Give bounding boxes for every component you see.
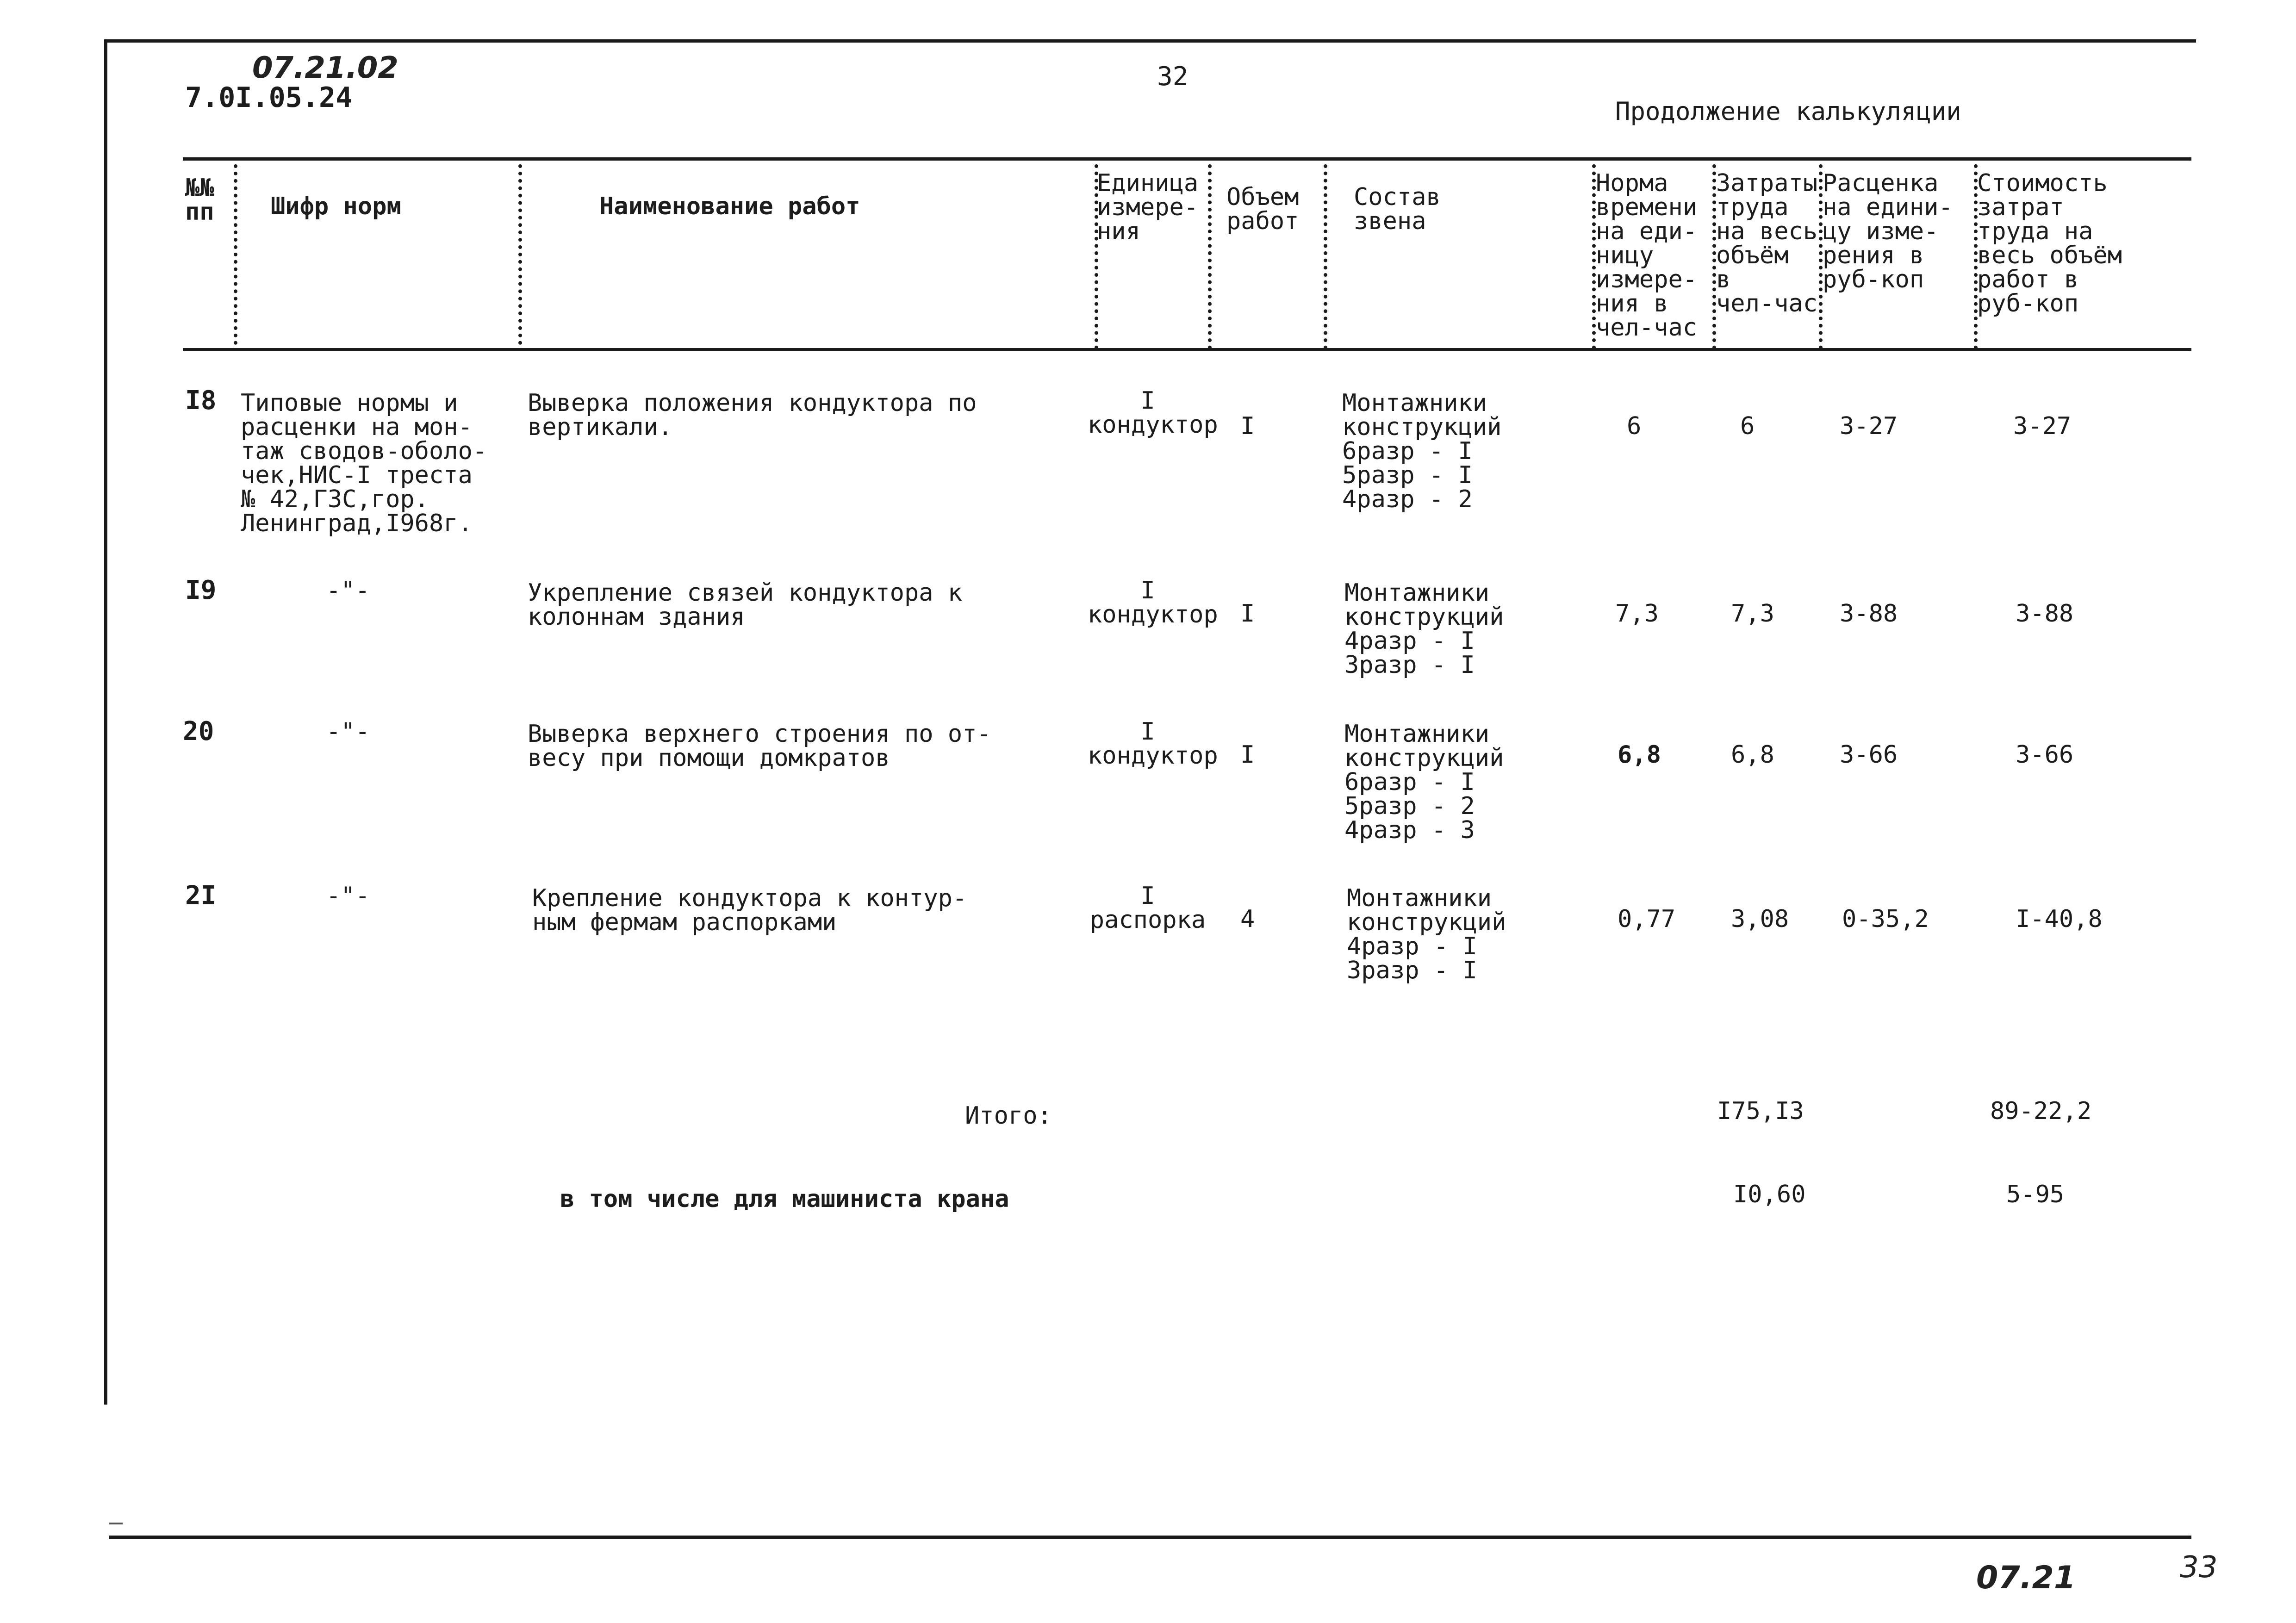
section-title: Продолжение калькуляции bbox=[1615, 97, 1961, 126]
row-labor: 3,08 bbox=[1731, 905, 1789, 933]
handwritten-code: 07.21.02 bbox=[252, 51, 398, 85]
header-cost: Стоимость затрат труда на весь объём работ в руб-коп bbox=[1977, 169, 2122, 317]
doc-code: 7.0I.05.24 bbox=[185, 81, 353, 114]
header-time-norm: Норма времени на еди- ницу измере- ния в чел-час bbox=[1596, 169, 1698, 342]
totals-labor: I75,I3 bbox=[1717, 1097, 1804, 1125]
row-rate: 3-88 bbox=[1840, 600, 1898, 628]
row-name: Выверка положения кондуктора по вертикали. bbox=[528, 389, 977, 441]
row-crew: Монтажники конструкций 6разр - I 5разр - I 4разр - 2 bbox=[1342, 389, 1502, 513]
header-code: Шифр норм bbox=[271, 193, 401, 220]
row-volume: I bbox=[1240, 412, 1255, 440]
totals-cost: 89-22,2 bbox=[1990, 1097, 2092, 1125]
row-unit: I кондуктор bbox=[1088, 387, 1218, 439]
row-name: Крепление кондуктора к контур- ным фермам распорками bbox=[532, 884, 967, 936]
col-sep-2 bbox=[518, 164, 522, 345]
subtotal-cost: 5-95 bbox=[2006, 1181, 2065, 1208]
header-crew: Состав звена bbox=[1354, 183, 1441, 235]
col-sep-1 bbox=[234, 164, 237, 345]
row-code: -"- bbox=[326, 718, 370, 746]
footer-handwritten-right: 33 bbox=[2180, 1550, 2218, 1585]
row-rate: 3-66 bbox=[1840, 741, 1898, 769]
table-header-bottom-rule bbox=[183, 348, 2191, 351]
col-sep-6 bbox=[1592, 164, 1596, 349]
row-crew: Монтажники конструкций 6разр - I 5разр - 2 4разр - 3 bbox=[1344, 720, 1504, 844]
page-frame-top bbox=[104, 39, 2196, 43]
table-top-rule bbox=[183, 157, 2191, 161]
row-time-norm: 6 bbox=[1627, 412, 1642, 440]
header-unit: Единица измере- ния bbox=[1097, 169, 1199, 245]
row-name: Укрепление связей кондуктора к колоннам здания bbox=[528, 579, 963, 631]
subtotal-labor: I0,60 bbox=[1733, 1181, 1806, 1208]
header-volume: Объем работ bbox=[1226, 183, 1299, 235]
col-sep-8 bbox=[1819, 164, 1823, 349]
row-volume: 4 bbox=[1240, 905, 1255, 933]
row-unit: I кондуктор bbox=[1088, 577, 1218, 628]
page-bottom-rule bbox=[109, 1536, 2191, 1539]
header-rate: Расценка на едини- цу изме- рения в руб-коп bbox=[1823, 169, 1953, 293]
row-time-norm: 6,8 bbox=[1618, 741, 1661, 769]
row-crew: Монтажники конструкций 4разр - I 3разр - I bbox=[1344, 579, 1504, 679]
row-name: Выверка верхнего строения по от- весу при помощи домкратов bbox=[528, 720, 991, 772]
header-name: Наименование работ bbox=[599, 193, 860, 220]
totals-label: Итого: bbox=[965, 1102, 1052, 1130]
col-sep-7 bbox=[1712, 164, 1716, 349]
row-unit: I кондуктор bbox=[1088, 718, 1218, 770]
row-num: I8 bbox=[185, 386, 217, 416]
row-labor: 6,8 bbox=[1731, 741, 1774, 769]
row-code: -"- bbox=[326, 882, 370, 910]
header-labor: Затраты труда на весь объём в чел-час bbox=[1716, 169, 1818, 317]
col-sep-5 bbox=[1324, 164, 1327, 349]
footer-handwritten-left: 07.21 bbox=[1976, 1560, 2076, 1596]
row-cost: 3-27 bbox=[2013, 412, 2072, 440]
row-time-norm: 7,3 bbox=[1615, 600, 1659, 628]
bottom-mark bbox=[109, 1523, 123, 1524]
row-volume: I bbox=[1240, 600, 1255, 628]
row-unit: I распорка bbox=[1089, 882, 1206, 934]
row-rate: 0-35,2 bbox=[1842, 905, 1929, 933]
row-code: -"- bbox=[326, 577, 370, 604]
row-cost: 3-88 bbox=[2016, 600, 2074, 628]
page-number: 32 bbox=[1157, 62, 1188, 92]
row-labor: 7,3 bbox=[1731, 600, 1774, 628]
row-crew: Монтажники конструкций 4разр - I 3разр - I bbox=[1347, 884, 1506, 984]
row-cost: I-40,8 bbox=[2016, 905, 2103, 933]
col-sep-4 bbox=[1208, 164, 1212, 349]
header-num: №№ пп bbox=[185, 174, 214, 226]
row-num: I9 bbox=[185, 575, 217, 605]
row-num: 20 bbox=[183, 716, 214, 746]
subtotal-label: в том числе для машиниста крана bbox=[560, 1185, 1009, 1213]
row-code: Типовые нормы и расценки на мон- таж сводов-оболо- чек,НИС-I треста № 42,ГЗС,гор. Ленинград,I968г. bbox=[241, 389, 487, 537]
row-volume: I bbox=[1240, 741, 1255, 769]
page-frame-left bbox=[104, 39, 107, 1405]
row-labor: 6 bbox=[1740, 412, 1755, 440]
row-num: 2I bbox=[185, 881, 217, 911]
row-rate: 3-27 bbox=[1840, 412, 1898, 440]
row-cost: 3-66 bbox=[2016, 741, 2074, 769]
row-time-norm: 0,77 bbox=[1618, 905, 1676, 933]
